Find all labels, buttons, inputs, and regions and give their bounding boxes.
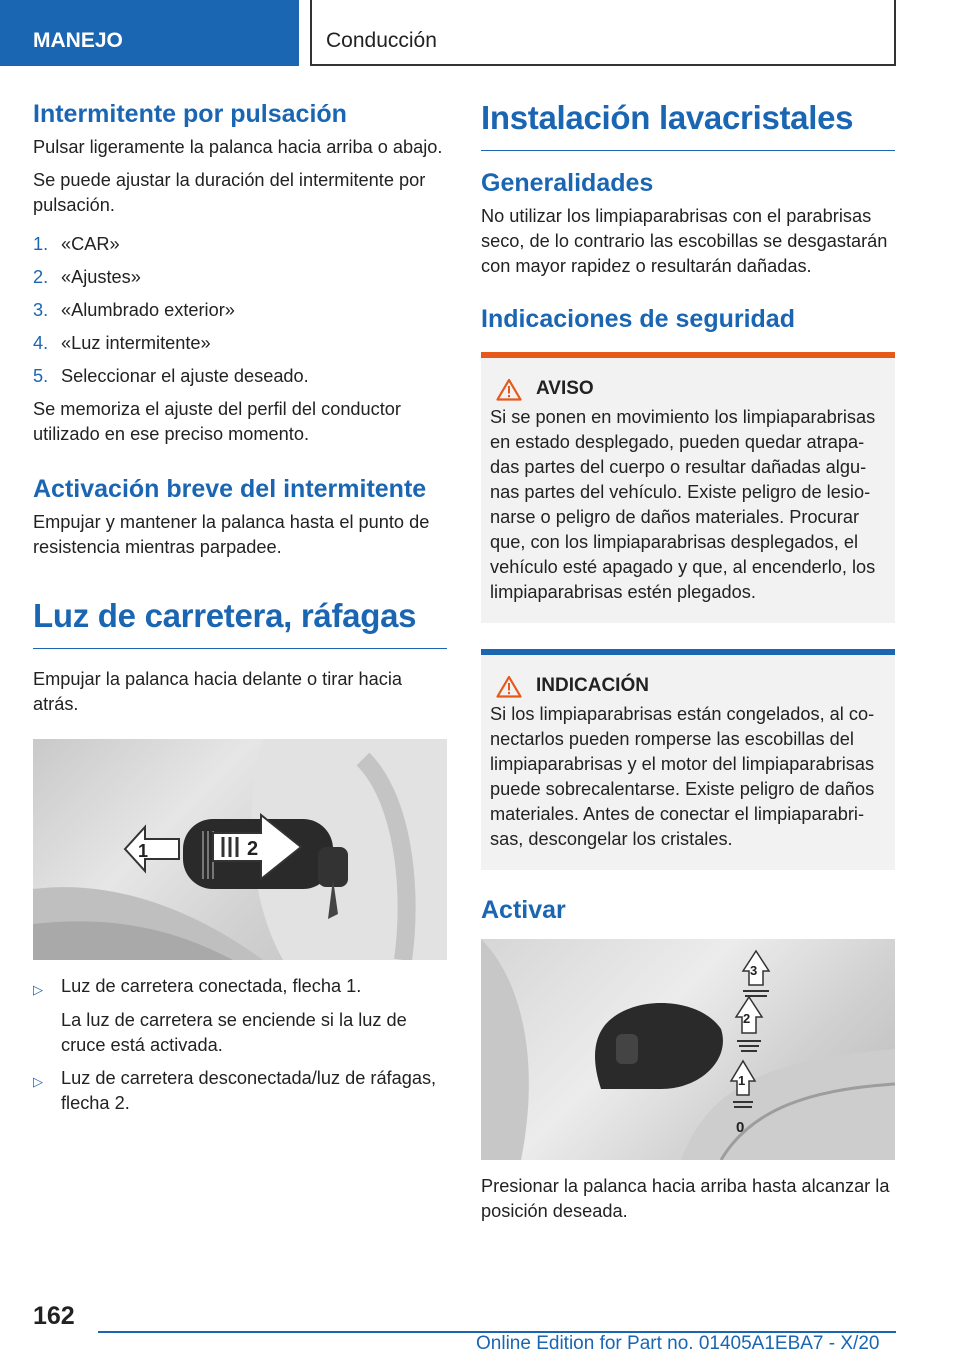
right-column (481, 100, 895, 1232)
notice-title: INDICACIÓN (536, 675, 649, 697)
chapter-tab: Conducción (310, 0, 896, 66)
step-number: 4. (33, 332, 49, 353)
notice-triangle-icon (496, 675, 522, 698)
heading-instalacion-lavacristales: Instalación lavacristales (481, 100, 895, 151)
step-number: 2. (33, 266, 49, 287)
arrow-1 (125, 827, 181, 889)
figure-light-lever (33, 739, 447, 960)
triangle-bullet-icon: ▷ (33, 981, 43, 997)
bullet-list (33, 974, 447, 1116)
list-item (33, 232, 447, 257)
step-text: Seleccionar el ajuste deseado. (61, 365, 309, 386)
notice-text: Si los limpiaparabrisas están congelados, al conectarlos pueden romperse las escobillas del limpiaparabrisas y el motor del limpiaparabrisas puede sobrecalentarse. Existe peligro de daños materiales. Antes de conectar el limpiaparabrisas, descongelar los cristales. (490, 703, 875, 849)
heading-intermitente-pulsacion: Intermitente por pulsación (33, 100, 347, 128)
list-item (33, 265, 447, 290)
list-item (33, 1066, 447, 1116)
steps-list (33, 232, 447, 389)
figure-label-1: 1 (738, 1072, 746, 1088)
paragraph: Empujar la palanca hacia delante o tirar hacia atrás. (33, 668, 403, 714)
page-number: 162 (33, 1302, 75, 1330)
wiper-lever-illustration (481, 939, 895, 1160)
step-number: 3. (33, 299, 49, 320)
step-text: «Alumbrado exterior» (61, 299, 235, 320)
heading-activar: Activar (481, 895, 566, 924)
bullet-subtext: La luz de carretera se enciende si la luz de cruce está activada. (61, 1009, 407, 1055)
list-item (33, 974, 447, 1002)
step-number: 5. (33, 365, 49, 386)
lever-illustration (33, 739, 447, 960)
warning-box (481, 352, 895, 623)
heading-generalidades: Generalidades (481, 169, 654, 198)
step-text: «CAR» (61, 233, 120, 254)
footer-edition: Online Edition for Part no. 01405A1EBA7 - X/20 (476, 1333, 880, 1354)
triangle-bullet-icon: ▷ (33, 1073, 43, 1089)
notice-header (490, 675, 886, 698)
heading-indicaciones-seguridad: Indicaciones de seguridad (481, 305, 795, 334)
step-number: 1. (33, 233, 49, 254)
warning-triangle-icon (496, 378, 522, 401)
figure-label-1: 1 (138, 840, 149, 861)
figure-label-2: 2 (247, 837, 259, 860)
bullet-text: Luz de carretera conectada, flecha 1. (61, 975, 362, 996)
notice-box (481, 649, 895, 870)
warning-header (490, 378, 886, 401)
list-item (33, 364, 447, 389)
paragraph: Se puede ajustar la duración del intermitente por pulsación. (33, 169, 426, 215)
left-column (33, 100, 447, 1122)
figure-label-3: 3 (750, 962, 758, 978)
figure-label-2: 2 (743, 1010, 751, 1026)
paragraph: Pulsar ligeramente la palanca hacia arriba o abajo. (33, 136, 443, 157)
step-text: «Luz intermitente» (61, 332, 211, 353)
paragraph: Presionar la palanca hacia arriba hasta alcanzar la posición deseada. (481, 1175, 890, 1221)
heading-luz-carretera: Luz de carretera, ráfagas (33, 598, 447, 649)
paragraph: No utilizar los limpiaparabrisas con el parabrisas seco, de lo contrario las escobillas se desgastarán con mayor rapidez o resultarán dañadas. (481, 206, 888, 277)
paragraph: Empujar y mantener la palanca hasta el punto de resistencia mientras parpadee. (33, 511, 430, 557)
figure-label-0: 0 (736, 1118, 745, 1136)
list-item (33, 331, 447, 356)
heading-activacion-breve: Activación breve del intermitente (33, 474, 427, 503)
list-item (33, 298, 447, 323)
step-text: «Ajustes» (61, 266, 141, 287)
section-tab: MANEJO (0, 0, 299, 66)
warning-text: Si se ponen en movimiento los limpiaparabrisas en estado desplegado, pueden quedar atrapadas partes del cuerpo o resultar dañadas algunas partes del vehículo. Existe peligro de lesionarse o peligro de daños materiales. Procurar que, con los limpiaparabrisas desplegados, el vehículo esté apagado y que, al encenderlo, los limpiaparabrisas estén plegados. (490, 406, 876, 602)
figure-wiper-lever (481, 939, 895, 1160)
paragraph: Se memoriza el ajuste del perfil del conductor utilizado en ese preciso momento. (33, 398, 401, 444)
warning-title: AVISO (536, 378, 594, 400)
bullet-text: Luz de carretera desconectada/luz de ráfagas, flecha 2. (61, 1067, 437, 1113)
